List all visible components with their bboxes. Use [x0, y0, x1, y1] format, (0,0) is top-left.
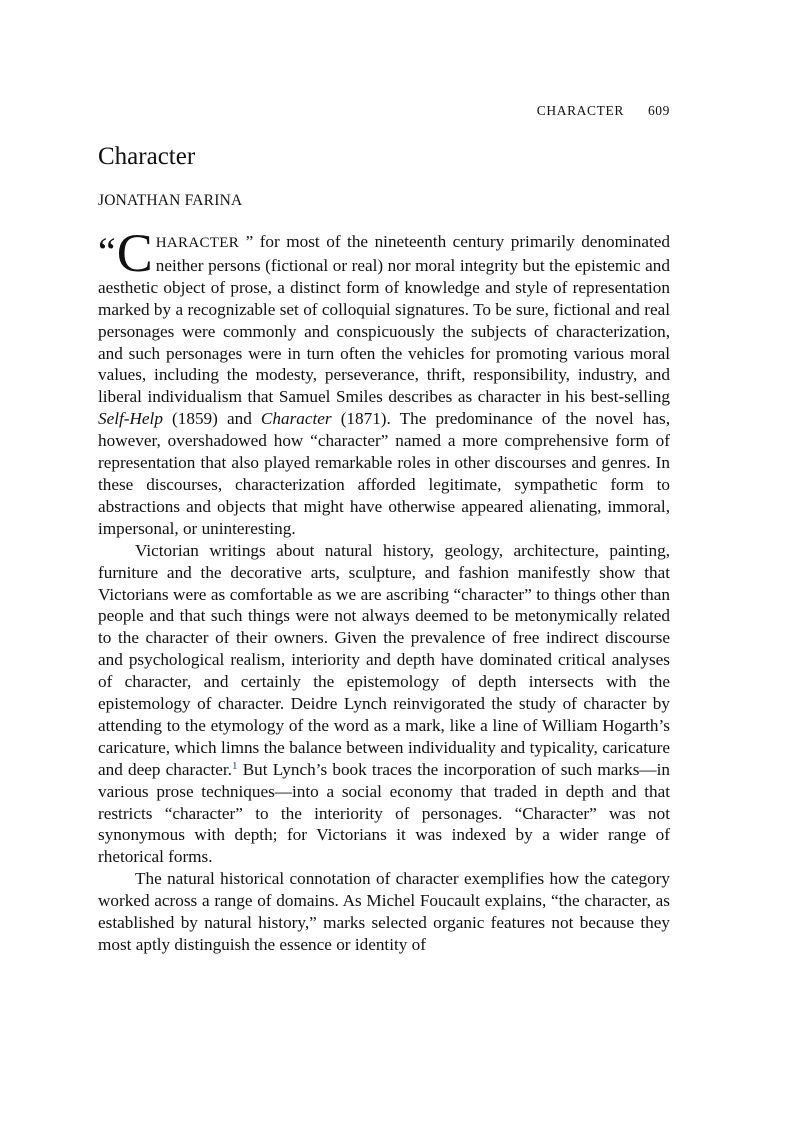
- p3-text-1: The natural historical connotation of character exemplifies how the category worked across a range of domains. As Michel Foucault explains, “the character, as established by natural history,” marks selected organic features not because they most aptly distinguish the essence or identity of: [98, 869, 670, 954]
- drop-cap-letter: C: [116, 223, 153, 283]
- article-title: Character: [98, 143, 196, 170]
- drop-cap: [98, 223, 153, 283]
- page-number: 609: [647, 103, 670, 118]
- p1-text-3: (1871). The predominance of the novel has, however, overshadowed how “character” named a more comprehensive form of representation that also played remarkable roles in other discourses and genres. In these discourses, characterization afforded legitimate, sympathetic form to abstractions and objects that might have otherwise appeared alienating, immoral, impersonal, or uninteresting.: [98, 409, 670, 538]
- p2-text-2: But Lynch’s book traces the incorporation of such marks—in various prose techniques—into a social economy that traded in depth and that restricts “character” to the interiority of personages. “Character” was not synonymous with depth; for Victorians it was indexed by a wider range of rhetorical forms.: [98, 759, 670, 867]
- book-title-self-help: Self-Help: [98, 409, 163, 429]
- running-head: [537, 103, 670, 119]
- paragraph-2: [98, 540, 670, 869]
- drop-cap-quote: “: [98, 229, 116, 274]
- article-author: JONATHAN FARINA: [98, 192, 243, 209]
- p1-text-2: (1859) and: [162, 409, 261, 429]
- article-body: [98, 223, 670, 956]
- footnote-link[interactable]: 1: [231, 759, 238, 772]
- paragraph-3: [98, 868, 670, 956]
- p1-text-1: ” for most of the nineteenth century primarily denominated neither persons (fictional or real) nor moral integrity but the epistemic and aesthetic object of prose, a distinct form of knowledge and style of representation marked by a recognizable set of colloquial signatures. To be sure, fictional and real personages were commonly and conspicuously the subjects of characterization, and such personages were in turn often the vehicles for promoting various moral values, including the modesty, perseverance, thrift, responsibility, industry, and liberal individualism that Samuel Smiles describes as character in his best-selling: [98, 232, 670, 407]
- running-title: CHARACTER: [536, 103, 624, 118]
- paragraph-1: [98, 223, 670, 540]
- p2-text-1: Victorian writings about natural history, geology, architecture, painting, furniture and the decorative arts, sculpture, and fashion manifestly show that Victorians were as comfortable as we are ascribing “character” to things other than people and that such things were not always deemed to be metonymically related to the character of their owners. Given the prevalence of free indirect discourse and psychological realism, interiority and depth have dominated critical analyses of character, and certainly the epistemology of depth intersects with the epistemology of character. Deidre Lynch reinvigorated the study of character by attending to the etymology of the word as a mark, like a line of William Hogarth’s caricature, which limns the balance between individuality and typicality, caricature and deep character.: [98, 540, 670, 779]
- small-caps-word: HARACTER: [155, 235, 240, 251]
- book-title-character: Character: [260, 409, 332, 429]
